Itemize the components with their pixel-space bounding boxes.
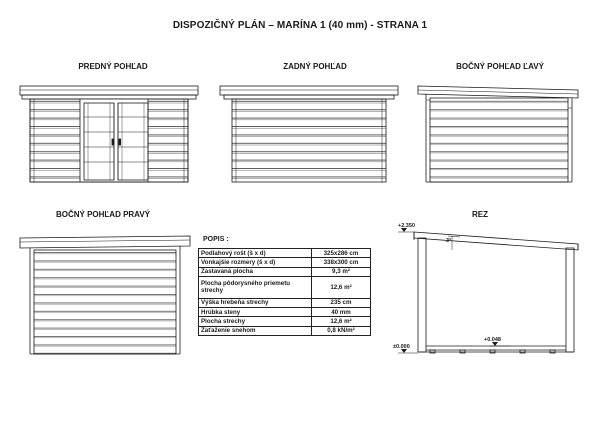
spec-label: Plocha pôdorysného priemetu strechy [199,276,312,298]
spec-label: Podlahový rošt (š x d) [199,249,312,258]
spec-label: Hrúbka steny [199,308,312,317]
spec-value: 235 cm [312,298,371,307]
table-row [199,258,371,267]
table-row [199,249,371,258]
specs-table [198,248,371,336]
legend-title: POPIS : [203,236,229,243]
right-side-view-drawing [20,236,190,354]
label-right-view: BOČNÝ POHĽAD PRAVÝ [55,210,151,219]
front-roof-fascia [20,86,198,95]
table-row [199,267,371,276]
spec-value: 9,3 m² [312,267,371,276]
dim-floor-elevation: +0.048 [484,337,501,343]
label-left-view: BOČNÝ POHĽAD ĽAVÝ [456,62,544,71]
label-back-view: ZADNÝ POHĽAD [283,62,347,71]
page-title: DISPOZIČNÝ PLÁN – MARÍNA 1 (40 mm) - STRANA 1 [172,20,428,31]
label-section-view: REZ [472,210,488,219]
spec-value: 325x286 cm [312,249,371,258]
left-side-view-drawing [418,86,578,182]
spec-label: Výška hrebeňa strechy [199,298,312,307]
spec-value: 338x300 cm [312,258,371,267]
spec-label: Vonkajšie rozmery (š x d) [199,258,312,267]
dim-ground-elevation: ±0.000 [393,344,410,350]
spec-label: Zastavaná plocha [199,267,312,276]
section-view-drawing [398,228,578,353]
back-view-drawing [220,86,398,182]
spec-value: 0,8 kN/m² [312,326,371,335]
spec-label: Zaťaženie snehom [199,326,312,335]
table-row [199,326,371,335]
label-front-view: PREDNÝ POHĽAD [78,62,148,71]
spec-value: 40 mm [312,308,371,317]
front-view-drawing [20,86,198,182]
section-left-wall [418,238,426,352]
spec-label: Plocha strechy [199,317,312,326]
spec-value: 12,6 m² [312,317,371,326]
table-row [199,308,371,317]
dim-top-elevation: +2.350 [398,223,415,229]
spec-value: 12,6 m² [312,276,371,298]
table-row [199,276,371,298]
section-right-wall [566,248,574,352]
table-row [199,317,371,326]
table-row [199,298,371,307]
dim-roof-slope: 3° [446,238,452,244]
